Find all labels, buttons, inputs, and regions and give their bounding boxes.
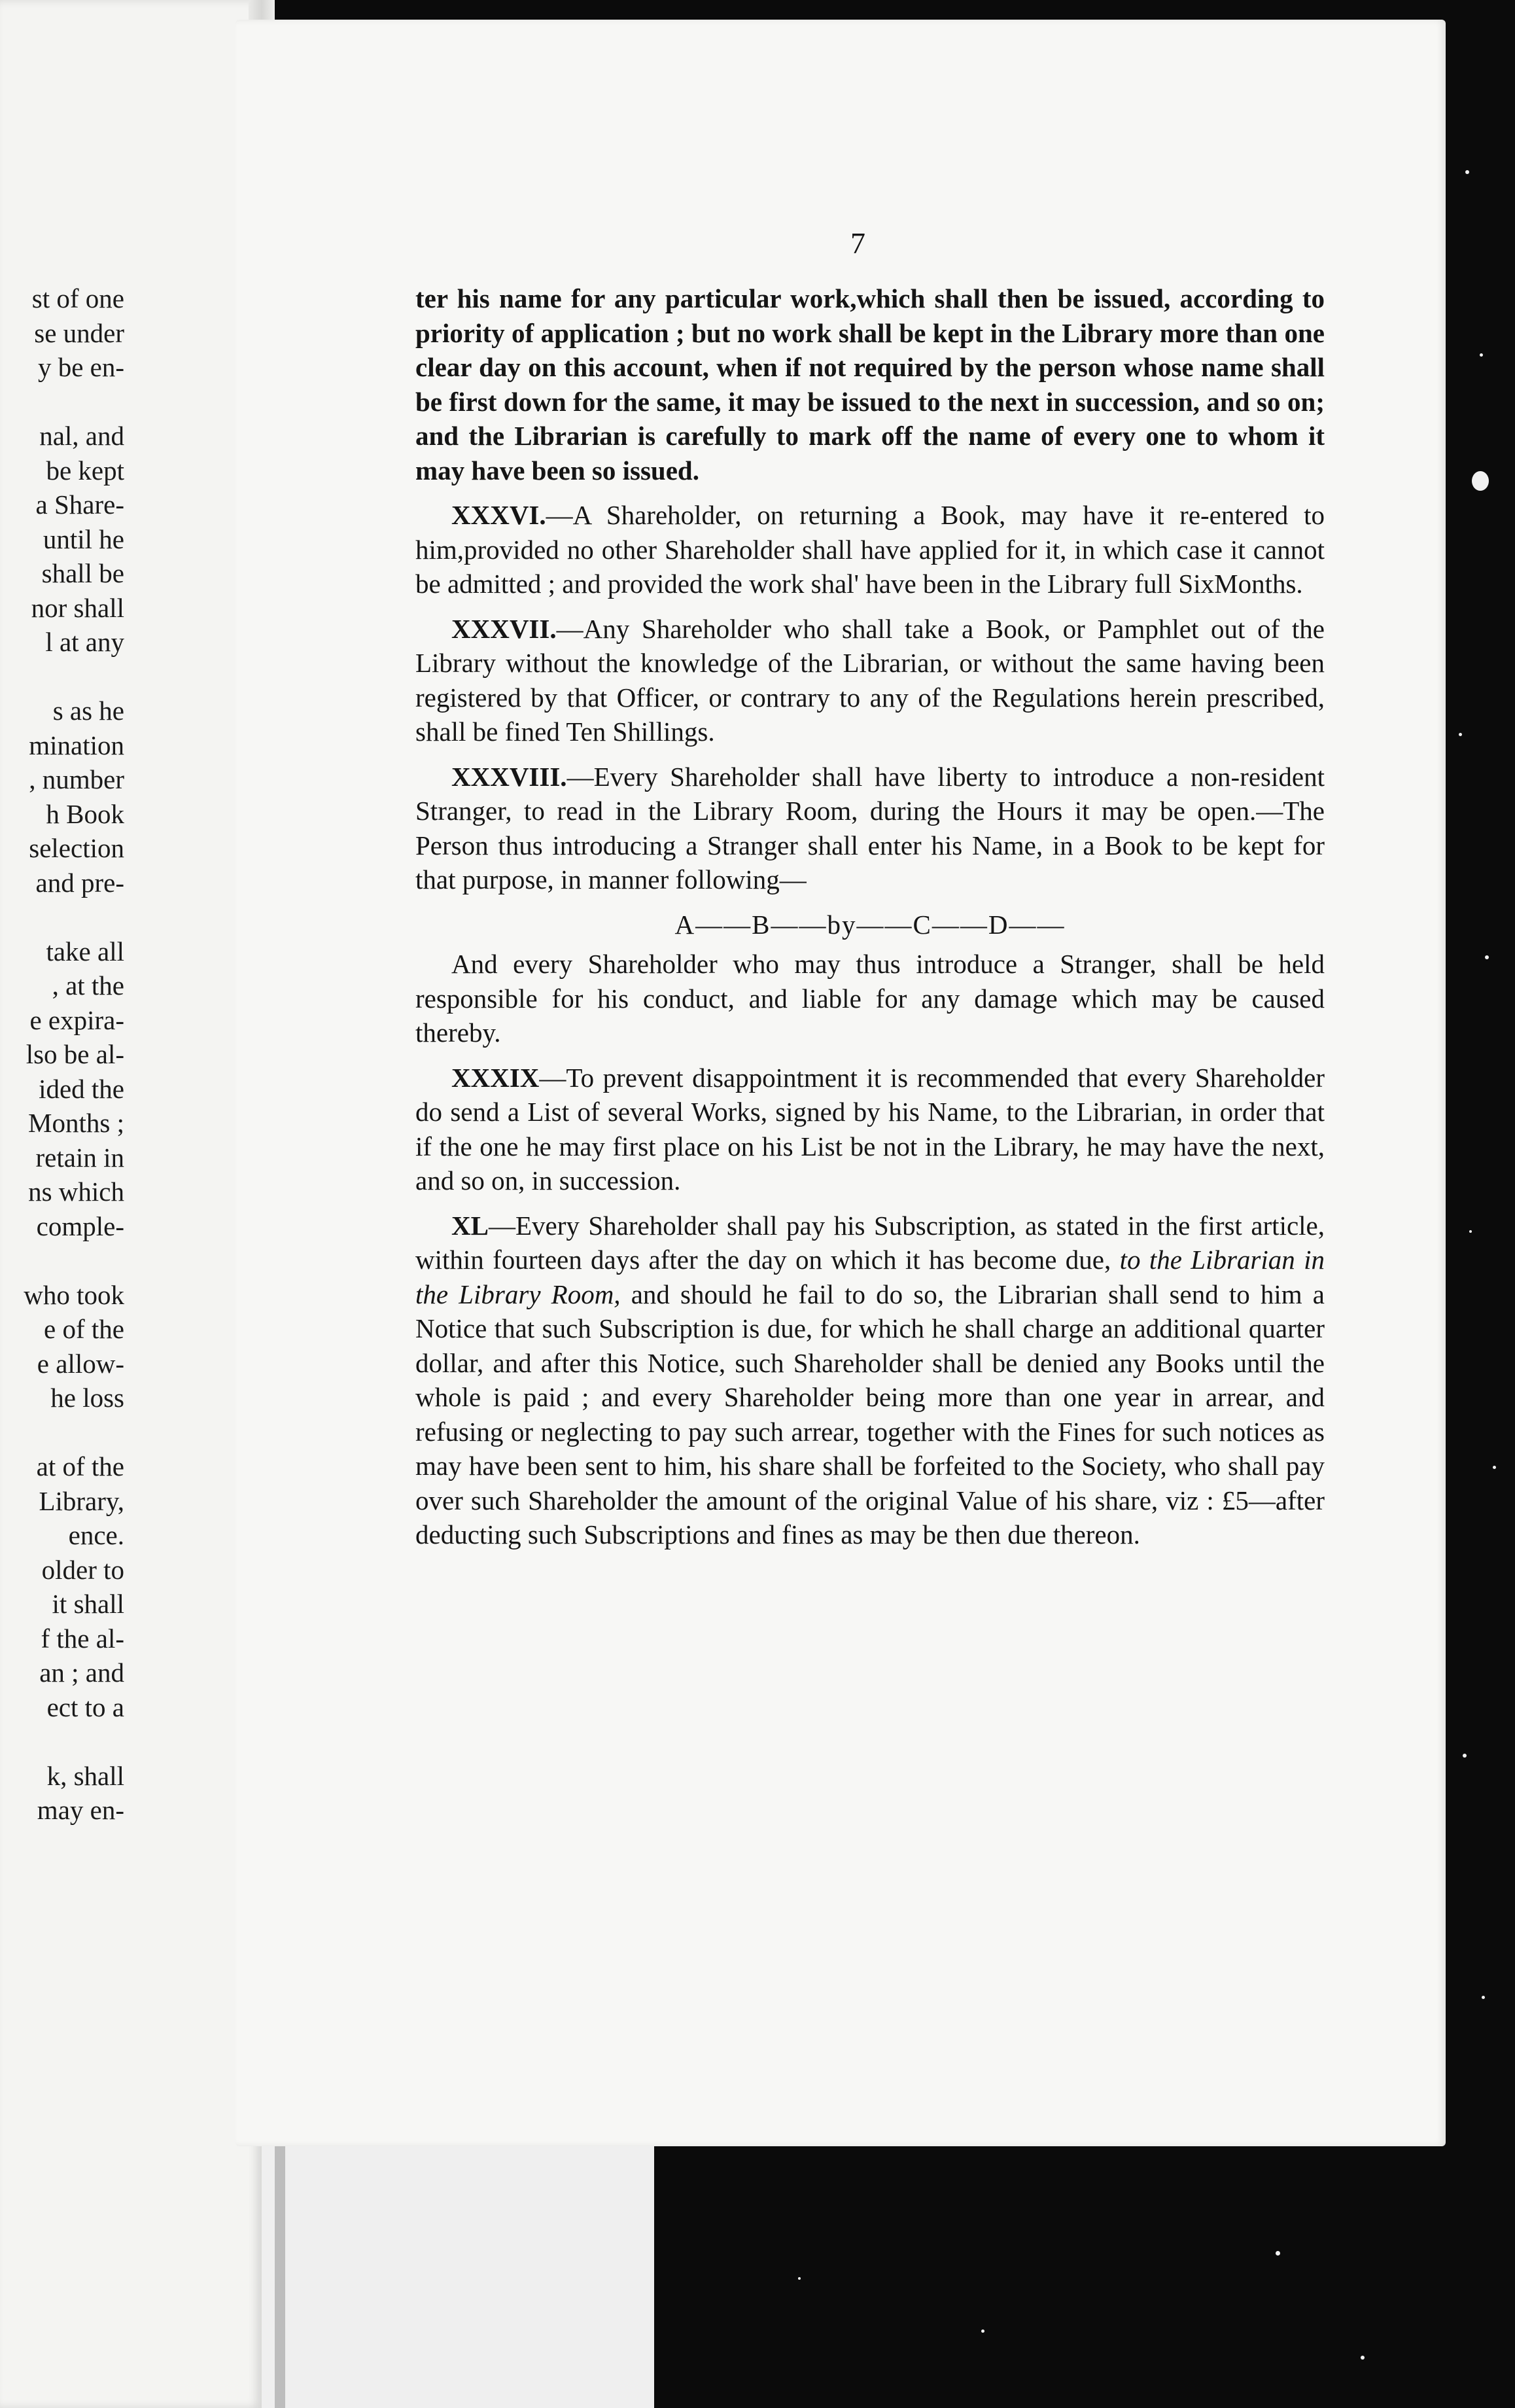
background-speck — [1480, 353, 1483, 357]
background-speck — [1276, 2251, 1280, 2256]
paragraph: And every Shareholder who may thus introduce a Stranger, shall be held responsible for his conduct, and liable for any damage which may be caused thereby. — [415, 949, 1325, 1048]
rule-number: XL — [451, 1210, 489, 1241]
background-speck — [1469, 1230, 1472, 1233]
rule-text: —Any Shareholder who shall take a Book, or Pamphlet out of the Library without the knowledge of the Librarian, or without the same having been registered by that Officer, or contrary to any of the Regulations herein prescribed, shall be fined Ten Shillings. — [415, 613, 1325, 747]
left-page-line: an ; and — [39, 1657, 124, 1688]
left-page-line: e of the — [44, 1314, 124, 1344]
left-page-line: l at any — [45, 627, 124, 657]
background-speck — [1482, 1996, 1485, 1999]
left-page-line: ided the — [39, 1073, 124, 1104]
rule-paragraph — [415, 760, 1325, 897]
background-speck — [1465, 170, 1469, 174]
entry-formula: A——B——by——C——D—— — [674, 909, 1066, 940]
left-page-line: k, shall — [46, 1760, 124, 1791]
left-page-line: may en- — [37, 1795, 124, 1825]
left-page-line: until he — [43, 523, 124, 554]
line-gap — [0, 1415, 124, 1450]
left-page-line: mination — [29, 730, 124, 760]
background-speck — [1493, 1466, 1496, 1469]
left-page-line: be kept — [46, 455, 124, 486]
left-page-line: selection — [29, 833, 124, 863]
left-page-line: a Share- — [35, 489, 124, 520]
left-page-line: and pre- — [35, 867, 124, 898]
rule-text: —Every Shareholder shall pay his Subscription, as stated in the first article, within fourteen days after the day on which it has become due, — [415, 1210, 1325, 1275]
left-page-line: se under — [34, 317, 124, 348]
background-speck — [1459, 733, 1462, 736]
rule-number: XXXIX — [451, 1062, 540, 1093]
left-page-line: at of the — [36, 1451, 124, 1481]
left-page-line: lso be al- — [26, 1039, 124, 1069]
page-number: 7 — [850, 226, 865, 260]
left-page-line: nal, and — [39, 421, 124, 451]
left-page-line: , number — [29, 764, 124, 794]
left-page — [0, 0, 262, 2408]
rule-paragraph — [415, 498, 1325, 601]
left-page-line: he loss — [50, 1383, 124, 1413]
left-page-line: e allow- — [37, 1348, 124, 1379]
rule-text: —To prevent disappointment it is recommended that every Shareholder do send a List of several Works, signed by his Name, to the Librarian, in order that if the one he may first place on his List be not in the Library, he may have the next, and so on, in succession. — [415, 1062, 1325, 1195]
line-gap — [0, 385, 124, 419]
rule-paragraph — [415, 612, 1325, 749]
line-gap — [0, 1243, 124, 1278]
page-body — [415, 281, 1325, 1563]
left-page-line: h Book — [46, 798, 124, 829]
line-gap — [0, 1724, 124, 1759]
left-page-line: take all — [46, 936, 124, 966]
left-page-line: f the al- — [41, 1623, 124, 1654]
rule-text: —Every Shareholder shall have liberty to introduce a non-resident Stranger, to read in the Library Room, during the Hours it may be open.—The Person thus introducing a Stranger shall enter his Name, in a Book to be kept for that purpose, in manner following— — [415, 761, 1325, 894]
left-page-line: st of one — [31, 283, 124, 313]
left-page-text — [0, 281, 124, 1828]
background-speck — [798, 2277, 801, 2280]
rule-paragraph — [415, 1209, 1325, 1552]
left-page-line: s as he — [52, 696, 124, 726]
left-page-line: ect to a — [46, 1691, 124, 1722]
left-page-line: ns which — [28, 1177, 124, 1207]
line-gap — [0, 660, 124, 694]
left-page-line: Months ; — [28, 1108, 124, 1138]
background-speck — [981, 2329, 984, 2333]
left-page-line: older to — [41, 1554, 124, 1585]
tab-divider — [275, 2133, 285, 2408]
left-page-line: Library, — [39, 1485, 124, 1516]
rule-number: XXXVII. — [451, 613, 557, 644]
rule-paragraph — [415, 1061, 1325, 1198]
left-page-line: it shall — [52, 1589, 124, 1619]
left-page-line: ence. — [68, 1520, 124, 1550]
left-page-line: nor shall — [31, 592, 124, 623]
background-speck — [1361, 2356, 1365, 2360]
left-page-line: , at the — [52, 970, 124, 1000]
rule-text: and should he fail to do so, the Librarian shall send to him a Notice that such Subscription is due, for which he shall charge an additional quarter dollar, and after this Notice, such Shareholder shall be denied any Books until the whole is paid ; and every Shareholder being more than one year in arrear, and refusing or neglecting to pay such arrear, together with the Fines for such notices as may have been sent to him, his share shall be forfeited to the Society, who shall pay over such Shareholder the amount of the original Value of his share, viz : £5—after deducting such Subscriptions and fines as may be then due thereon. — [415, 1279, 1325, 1549]
left-page-line: who took — [24, 1279, 124, 1310]
rule-text-italic: to the Librarian in the Library Room, — [415, 1245, 1325, 1309]
rule-number: XXXVIII. — [451, 761, 567, 792]
rule-number: XXXVI. — [451, 500, 546, 530]
line-gap — [0, 900, 124, 934]
left-page-line: retain in — [35, 1142, 124, 1173]
left-page-line: shall be — [41, 558, 124, 588]
background-speck — [1463, 1754, 1467, 1758]
background-speck — [1472, 471, 1489, 491]
left-page-line: y be en- — [37, 352, 124, 382]
continuation-paragraph: ter his name for any particular work,which shall then be issued, according to priority of application ; but no work shall be kept in the Library more than one clear day on this account, when if not required by the person whose name shall be first down for the same, it may be issued to the next in succession, and so on; and the Librarian is carefully to mark off the name of every one to whom it may have been so issued. — [415, 283, 1325, 486]
left-page-line: e expira- — [29, 1004, 124, 1035]
rule-text: —A Shareholder, on returning a Book, may have it re-entered to him,provided no other Shareholder shall have applied for it, in which case it cannot be admitted ; and provided the work shal' have been in the Library full SixMonths. — [415, 500, 1325, 599]
background-speck — [1485, 955, 1489, 959]
left-page-line: comple- — [36, 1211, 124, 1241]
